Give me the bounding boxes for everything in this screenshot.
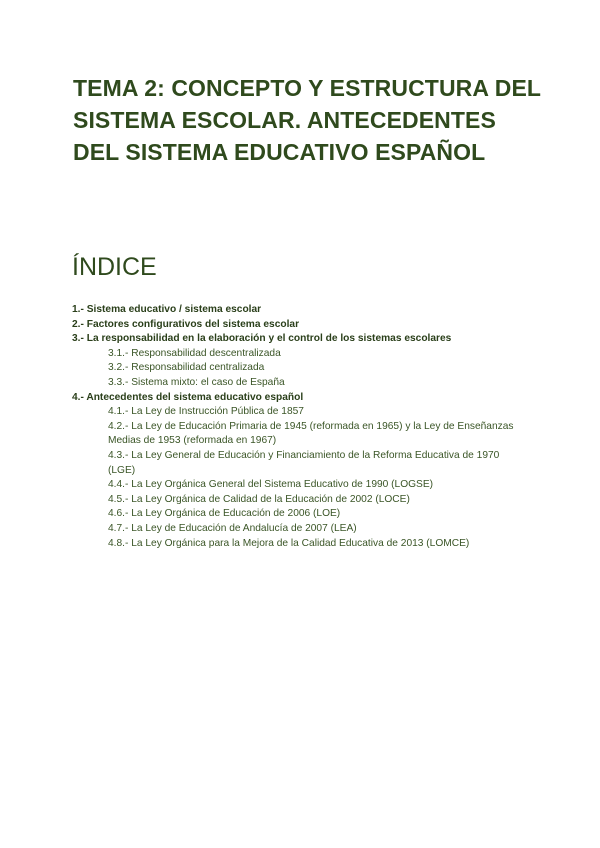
toc-subitem: 4.5.- La Ley Orgánica de Calidad de la Educación de 2002 (LOCE) xyxy=(108,493,410,505)
index-heading: ÍNDICE xyxy=(72,253,157,281)
toc-subitem: 4.3.- La Ley General de Educación y Financiamiento de la Reforma Educativa de 1970 (LGE) xyxy=(108,449,500,476)
toc-subitem: 4.1.- La Ley de Instrucción Pública de 1857 xyxy=(108,406,304,418)
page-title: TEMA 2: CONCEPTO Y ESTRUCTURA DEL SISTEMA ESCOLAR. ANTECEDENTES DEL SISTEMA EDUCATIVO ESPAÑOL xyxy=(73,75,541,165)
toc-subitem: 4.4.- La Ley Orgánica General del Sistema Educativo de 1990 (LOGSE) xyxy=(108,479,434,491)
toc-subitem: 3.1.- Responsabilidad descentralizada xyxy=(108,347,281,359)
toc-item: 4.- Antecedentes del sistema educativo español xyxy=(72,391,304,403)
toc-item: 3.- La responsabilidad en la elaboración y el control de los sistemas escolares xyxy=(72,333,452,345)
toc-subitem: 4.7.- La Ley de Educación de Andalucía de 2007 (LEA) xyxy=(108,522,357,534)
toc-subitem: 4.2.- La Ley de Educación Primaria de 1945 (reformada en 1965) y la Ley de Enseñanzas Medias de 1953 (reformada en 1967) xyxy=(108,420,514,447)
toc-item: 2.- Factores configurativos del sistema escolar xyxy=(72,318,300,330)
toc-subitem: 4.8.- La Ley Orgánica para la Mejora de la Calidad Educativa de 2013 (LOMCE) xyxy=(108,537,470,549)
toc-subitem: 3.2.- Responsabilidad centralizada xyxy=(108,362,265,374)
table-of-contents xyxy=(72,303,522,551)
toc-subitem: 3.3.- Sistema mixto: el caso de España xyxy=(108,376,285,388)
toc-subitem: 4.6.- La Ley Orgánica de Educación de 2006 (LOE) xyxy=(108,508,341,520)
toc-item: 1.- Sistema educativo / sistema escolar xyxy=(72,304,262,315)
